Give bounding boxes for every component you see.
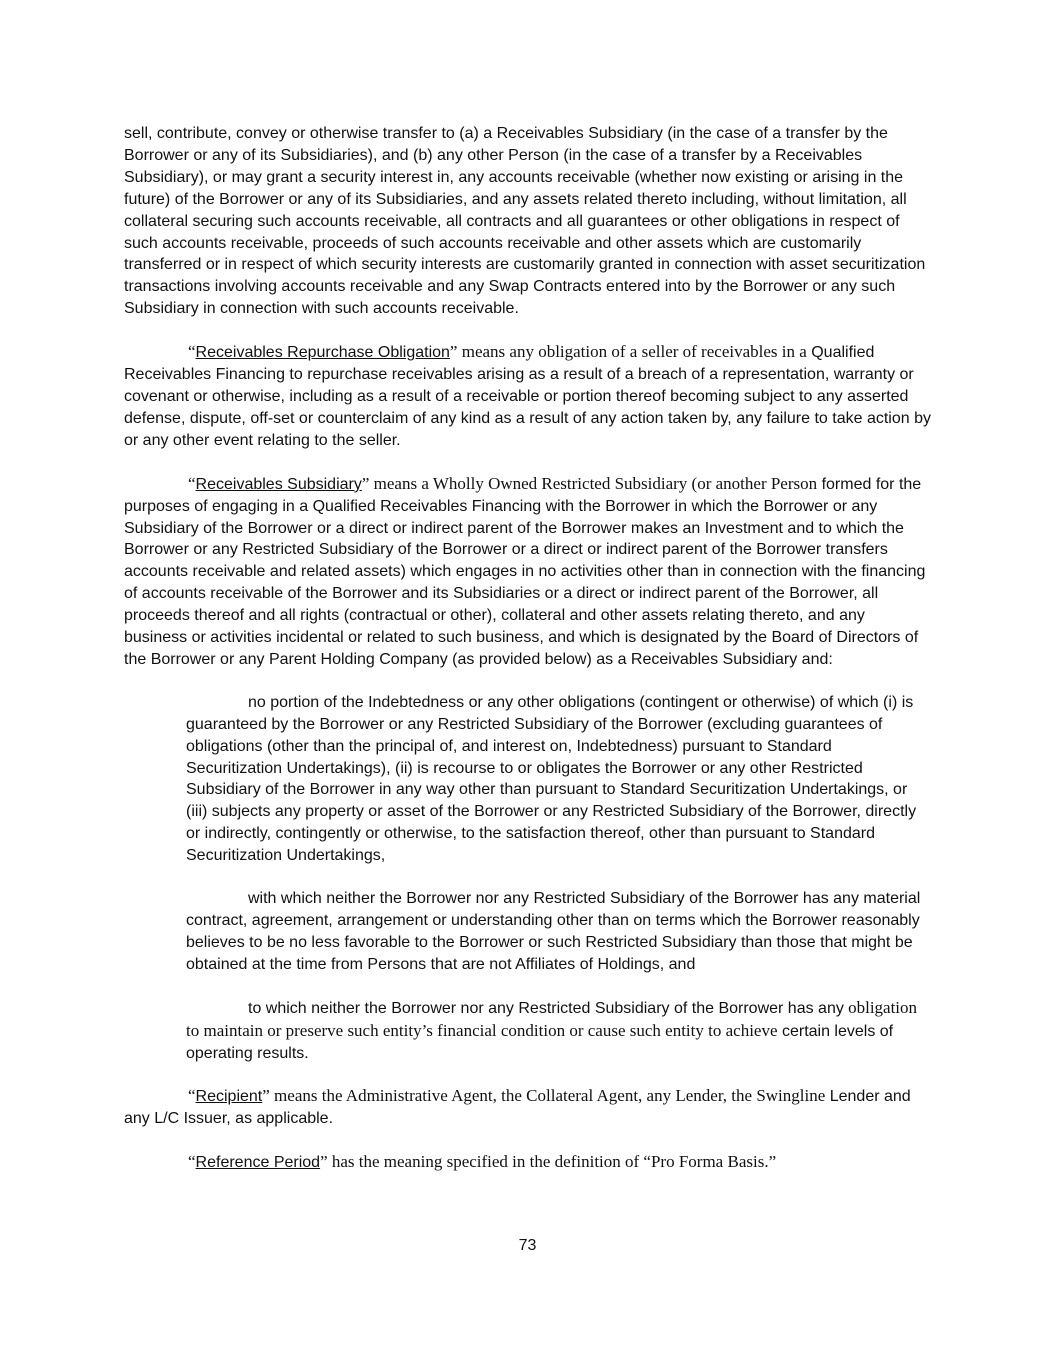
definition-text: formed for the purposes of engaging in a Qualified Receivables Financing with the Borrower in which the Borrower or any Subsidiary of the Borrower or a direct or indirect parent of the Borrower makes an Investment and to which the Borrower or any Restricted Subsidiary of the Borrower or a direct or indirect parent of the Borrower transfers accounts receivable and related assets) which engages in no activities other than in connection with the financing of accounts receivable of the Borrower and its Subsidiaries or a direct or indirect parent of the Borrower, all proceeds thereof and all rights (contractual or other), collateral and other assets relating thereto, and any business or activities incidental or related to such business, and which is designated by the Board of Directors of the Borrower or any Parent Holding Company (as provided below) as a Receivables Subsidiary and:: [124, 475, 926, 668]
definition-recipient: [124, 1085, 932, 1130]
definition-lead: ” means the Administrative Agent, the Collateral Agent, any Lender, the Swingline: [262, 1086, 826, 1106]
defined-term: Receivables Repurchase Obligation: [195, 344, 450, 362]
defined-term: Receivables Subsidiary: [195, 475, 362, 493]
open-quote: “: [188, 1152, 196, 1172]
document-page: [124, 123, 932, 1195]
page-number: 73: [518, 1237, 537, 1254]
definition-lead: ” has the meaning specified in the definition of “Pro Forma Basis.”: [320, 1152, 777, 1172]
definition-lead: ” means any obligation of a seller of receivables in a: [449, 342, 807, 362]
open-quote: “: [188, 473, 196, 493]
defined-term: Reference Period: [195, 1154, 321, 1172]
clause-no-material-contract: with which neither the Borrower nor any Restricted Subsidiary of the Borrower has any material contract, agreement, arrangement or understanding other than on terms which the Borrower reasonably believes to be no less favorable to the Borrower or such Restricted Subsidiary than those that might be obtained at the time from Persons that are not Affiliates of Holdings, and: [186, 890, 921, 973]
clause-text-serif: obligation to maintain or preserve such entity’s financial condition or cause such entity to achieve: [186, 997, 918, 1040]
clause-text: to which neither the Borrower nor any Restricted Subsidiary of the Borrower has any: [248, 999, 844, 1017]
definition-receivables-subsidiary: [124, 473, 932, 671]
definition-reference-period: [124, 1151, 932, 1174]
definition-receivables-repurchase-obligation: [124, 341, 932, 452]
definition-text: Qualified Receivables Financing to repurchase receivables arising as a result of a breach of a representation, warranty or covenant or otherwise, including as a result of a receivable or portion thereof becoming subject to any asserted defense, dispute, off-set or counterclaim of any kind as a result of any action taken by, any failure to take action by or any other event relating to the seller.: [124, 344, 931, 449]
open-quote: “: [188, 342, 196, 362]
definition-text: Lender and any L/C Issuer, as applicable.: [124, 1088, 911, 1128]
clause-text: certain levels of operating results.: [186, 1022, 894, 1062]
defined-term: Recipient: [195, 1088, 263, 1106]
continuation-paragraph: sell, contribute, convey or otherwise transfer to (a) a Receivables Subsidiary (in the case of a transfer by the Borrower or any of its Subsidiaries), and (b) any other Person (in the case of a transfer by a Receivables Subsidiary), or may grant a security interest in, any accounts receivable (whether now existing or arising in the future) of the Borrower or any of its Subsidiaries, and any assets related thereto including, without limitation, all collateral securing such accounts receivable, all contracts and all guarantees or other obligations in respect of such accounts receivable, proceeds of such accounts receivable and other assets which are customarily transferred or in respect of which security interests are customarily granted in connection with asset securitization transactions involving accounts receivable and any Swap Contracts entered into by the Borrower or any such Subsidiary in connection with such accounts receivable.: [124, 125, 926, 318]
definition-lead: ” means a Wholly Owned Restricted Subsidiary (or another Person: [361, 473, 818, 493]
clause-no-portion: no portion of the Indebtedness or any other obligations (contingent or otherwise) of which (i) is guaranteed by the Borrower or any Restricted Subsidiary of the Borrower (excluding guarantees of obligations (other than the principal of, and interest on, Indebtedness) pursuant to Standard Securitization Undertakings), (ii) is recourse to or obligates the Borrower or any other Restricted Subsidiary of the Borrower in any way other than pursuant to Standard Securitization Undertakings, or (iii) subjects any property or asset of the Borrower or any Restricted Subsidiary of the Borrower, directly or indirectly, contingently or otherwise, to the satisfaction thereof, other than pursuant to Standard Securitization Undertakings,: [186, 693, 917, 865]
open-quote: “: [188, 1086, 196, 1106]
clause-no-obligation: [186, 997, 932, 1065]
